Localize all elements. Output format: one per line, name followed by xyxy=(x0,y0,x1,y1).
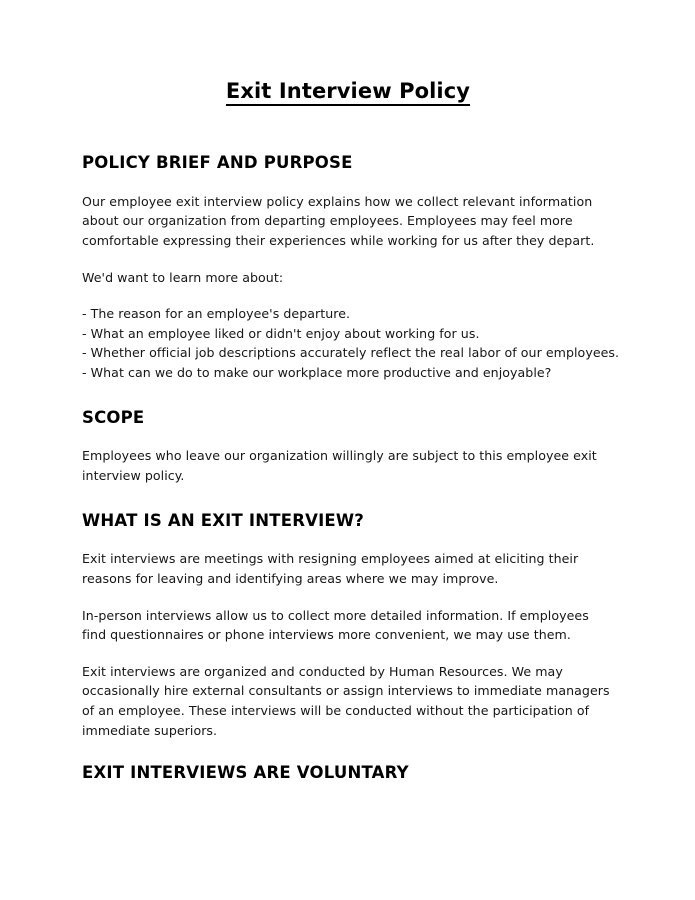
section-heading-what-is-an-exit-interview: WHAT IS AN EXIT INTERVIEW? xyxy=(82,510,365,530)
page-title-text: Exit Interview Policy xyxy=(226,80,470,106)
section-paragraph: In-person interviews allow us to collect more detailed information. If employees find questionnaires or phone interviews more convenient, we may use them. xyxy=(82,607,589,643)
section-paragraph: Employees who leave our organization willingly are subject to this employee exit interview policy. xyxy=(82,448,597,484)
section-heading-exit-interviews-are-voluntary: EXIT INTERVIEWS ARE VOLUNTARY xyxy=(82,763,409,783)
section-paragraph: Our employee exit interview policy explains how we collect relevant information about our organization from departing employees. Employees may feel more comfortable expressing their experiences while working for us after they depart. xyxy=(82,193,595,249)
section-heading-scope: SCOPE xyxy=(82,407,145,427)
document-body xyxy=(82,0,620,783)
page-title xyxy=(82,0,614,106)
section-paragraph: Exit interviews are organized and conducted by Human Resources. We may occasionally hire external consultants or assign interviews to immediate managers of an employee. These interviews will be conducted without the participation of immediate superiors. xyxy=(82,663,610,738)
section-heading-policy-brief-and-purpose: POLICY BRIEF AND PURPOSE xyxy=(82,153,353,173)
list-item: - What can we do to make our workplace more productive and enjoyable? xyxy=(82,365,552,381)
list-item: - The reason for an employee's departure. xyxy=(82,306,351,322)
section-paragraph: We'd want to learn more about: xyxy=(82,269,284,285)
list-item: - What an employee liked or didn't enjoy about working for us. xyxy=(82,325,480,341)
bullet-list xyxy=(82,304,620,382)
section-paragraph: Exit interviews are meetings with resigning employees aimed at eliciting their reasons for leaving and identifying areas where we may improve. xyxy=(82,551,579,587)
list-item: - Whether official job descriptions accurately reflect the real labor of our employees. xyxy=(82,345,620,361)
